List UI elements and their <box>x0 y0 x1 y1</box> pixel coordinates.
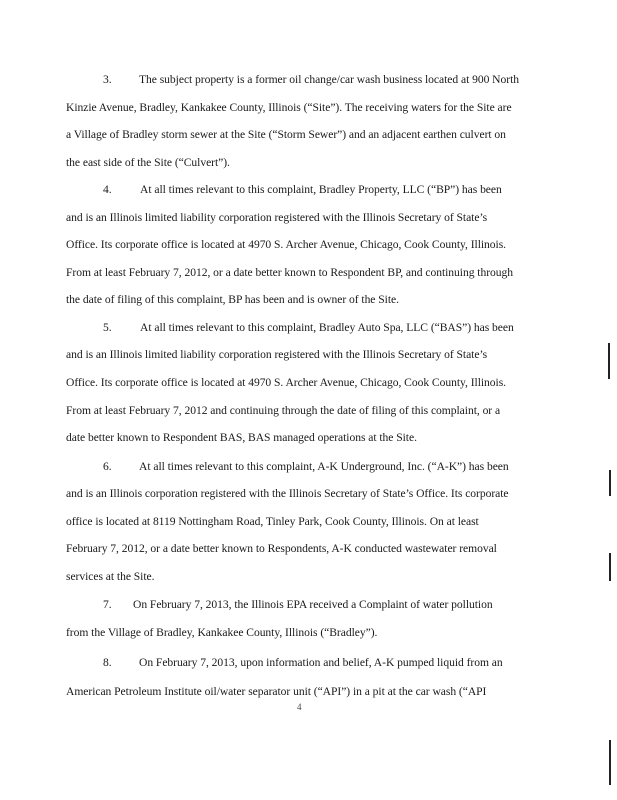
margin-revision-bar <box>609 553 611 581</box>
paragraph-number: 3. <box>103 73 112 86</box>
paragraph-line: from the Village of Bradley, Kankakee County, Illinois (“Bradley”). <box>66 626 378 639</box>
paragraph-line: the east side of the Site (“Culvert”). <box>66 156 230 169</box>
paragraph-line: and is an Illinois limited liability corporation registered with the Illinois Secretary of State’s <box>66 211 488 224</box>
paragraph-line: February 7, 2012, or a date better known to Respondents, A-K conducted wastewater removal <box>66 542 497 555</box>
paragraph-line: date better known to Respondent BAS, BAS managed operations at the Site. <box>66 431 417 444</box>
paragraph-line: and is an Illinois limited liability corporation registered with the Illinois Secretary of State’s <box>66 348 488 361</box>
paragraph-line: office is located at 8119 Nottingham Road, Tinley Park, Cook County, Illinois. On at least <box>66 515 479 528</box>
paragraph-line: services at the Site. <box>66 570 155 583</box>
paragraph-line: On February 7, 2013, upon information and belief, A-K pumped liquid from an <box>139 656 503 669</box>
paragraph-number: 4. <box>103 183 112 196</box>
paragraph-line: American Petroleum Institute oil/water separator unit (“API”) in a pit at the car wash (“API <box>66 685 487 698</box>
paragraph-line: From at least February 7, 2012 and continuing through the date of filing of this complaint, or a <box>66 404 501 417</box>
paragraph-line: From at least February 7, 2012, or a date better known to Respondent BP, and continuing through <box>66 266 514 279</box>
paragraph-line: a Village of Bradley storm sewer at the Site (“Storm Sewer”) and an adjacent earthen culvert on <box>66 128 506 141</box>
margin-revision-bar <box>608 343 610 379</box>
paragraph-line: At all times relevant to this complaint, Bradley Auto Spa, LLC (“BAS”) has been <box>140 321 514 334</box>
paragraph-line: Kinzie Avenue, Bradley, Kankakee County, Illinois (“Site”). The receiving waters for the Site are <box>66 101 512 114</box>
paragraph-number: 7. <box>103 598 112 611</box>
paragraph-line: At all times relevant to this complaint, Bradley Property, LLC (“BP”) has been <box>140 183 502 196</box>
page-number: 4 <box>297 702 302 712</box>
paragraph-number: 8. <box>103 656 112 669</box>
margin-revision-bar <box>609 470 611 496</box>
paragraph-line: and is an Illinois corporation registered with the Illinois Secretary of State’s Office. Its corporate <box>66 487 509 500</box>
paragraph-line: The subject property is a former oil change/car wash business located at 900 North <box>139 73 519 86</box>
paragraph-line: At all times relevant to this complaint, A-K Underground, Inc. (“A-K”) has been <box>139 460 509 473</box>
margin-revision-bar <box>609 740 611 785</box>
paragraph-number: 5. <box>103 321 112 334</box>
paragraph-line: the date of filing of this complaint, BP has been and is owner of the Site. <box>66 293 399 306</box>
paragraph-number: 6. <box>103 460 112 473</box>
paragraph-line: Office. Its corporate office is located at 4970 S. Archer Avenue, Chicago, Cook County, Illinois. <box>66 238 507 251</box>
paragraph-line: On February 7, 2013, the Illinois EPA received a Complaint of water pollution <box>133 598 493 611</box>
paragraph-line: Office. Its corporate office is located at 4970 S. Archer Avenue, Chicago, Cook County, Illinois. <box>66 376 507 389</box>
